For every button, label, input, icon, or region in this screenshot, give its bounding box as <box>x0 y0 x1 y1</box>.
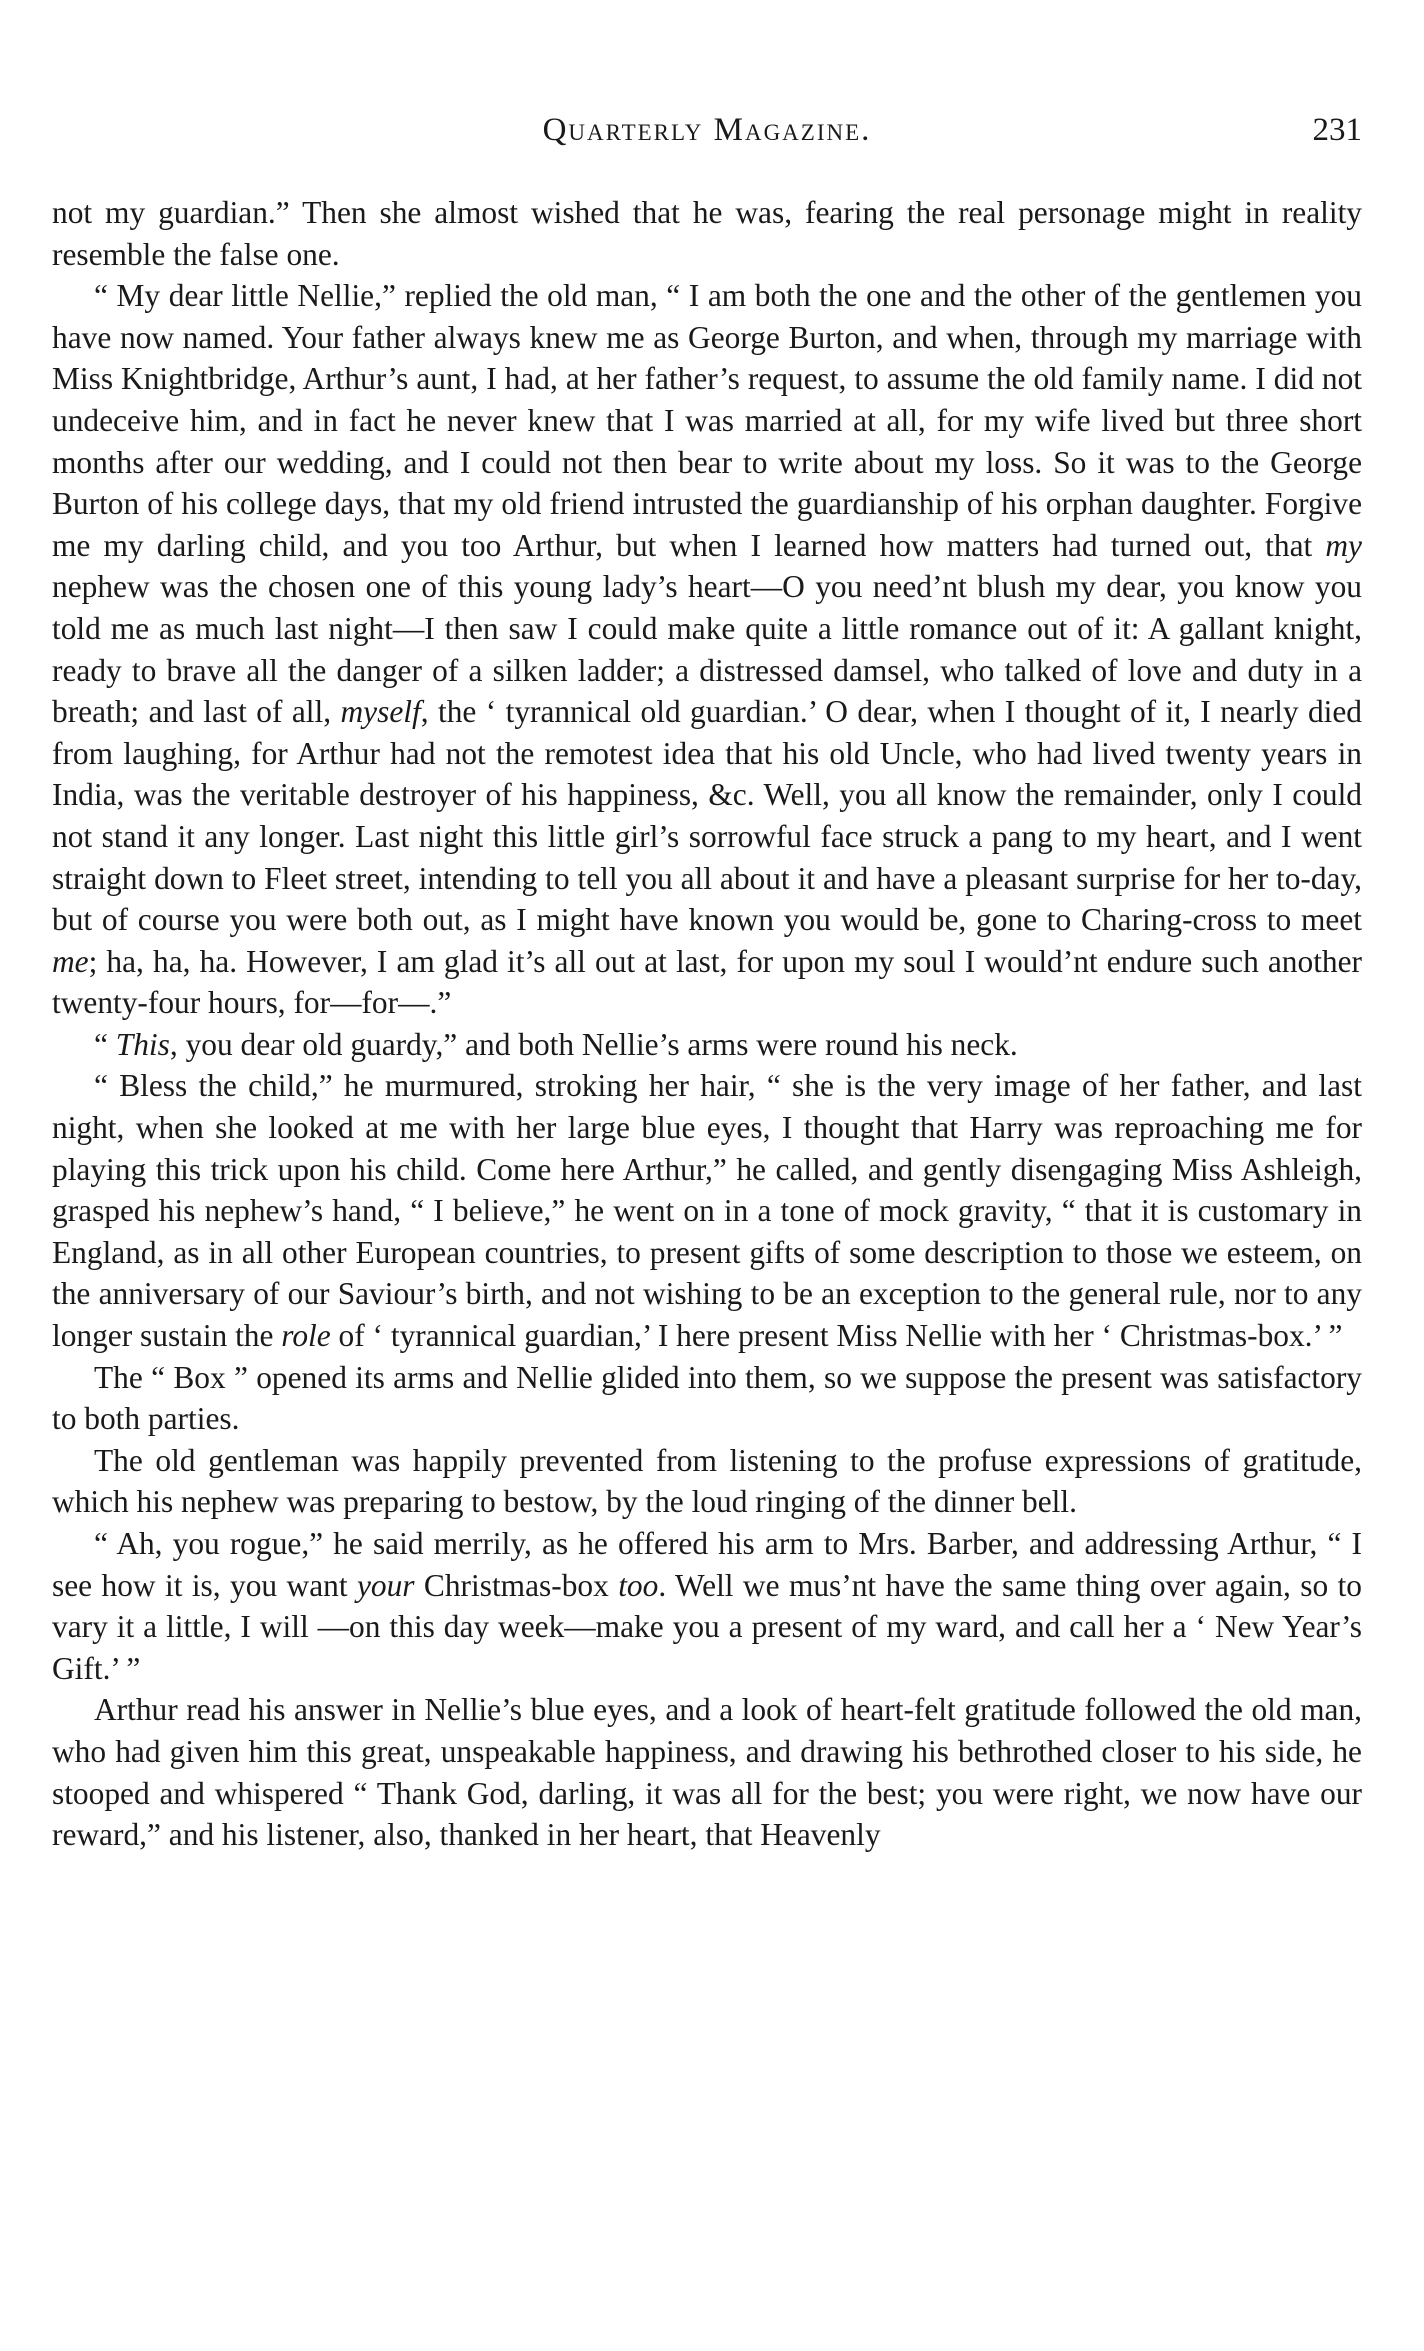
text-run: “ Ah, you rogue,” he said merrily, as he offered his arm to Mrs. Barber, and addressing Arthur, “ I see how it is, you want <box>52 1526 1362 1603</box>
paragraph <box>52 192 1362 275</box>
text-run: not my guardian.” Then she almost wished that he was, fearing the real personage might in reality resemble the false one. <box>52 195 1362 272</box>
italic-text: too <box>618 1567 659 1603</box>
text-run: , you dear old guardy,” and both Nellie’s arms were round his neck. <box>169 1026 1018 1062</box>
paragraph <box>52 1440 1362 1523</box>
italic-text: me <box>52 943 89 979</box>
paragraph <box>52 1065 1362 1356</box>
page-number: 231 <box>1312 112 1362 148</box>
italic-text: role <box>281 1318 331 1354</box>
text-run: of ‘ tyrannical guardian,’ I here present Miss Nellie with her ‘ Christmas-box.’ ” <box>330 1318 1343 1354</box>
text-run: Arthur read his answer in Nellie’s blue eyes, and a look of heart-felt gratitude followed the old man, who had given him this great, unspeakable happiness, and drawing his bethrothed closer to his side, he stooped and whispered “ Thank God, darling, it was all for the best; you were right, we now have our reward,” and his listener, also, thanked in her heart, that Heavenly <box>52 1692 1362 1853</box>
text-run: “ Bless the child,” he murmured, stroking her hair, “ she is the very image of her father, and last night, when she looked at me with her large blue eyes, I thought that Harry was reproaching me for playing this trick upon his child. Come here Arthur,” he called, and gently disengaging Miss Ashleigh, grasped his nephew’s hand, “ I believe,” he went on in a tone of mock gravity, “ that it is customary in England, as in all other European countries, to present gifts of some description to those we esteem, on the anniversary of our Saviour’s birth, and not wishing to be an exception to the general rule, nor to any longer sustain the <box>52 1068 1362 1354</box>
text-run: The “ Box ” opened its arms and Nellie glided into them, so we suppose the present was satisfactory to both parties. <box>52 1359 1362 1437</box>
paragraph <box>52 275 1362 1024</box>
italic-text: myself <box>340 694 421 730</box>
text-run: , the ‘ tyrannical old guardian.’ O dear, when I thought of it, I nearly died from laughing, for Arthur had not the remotest idea that his old Uncle, who had lived twenty years in India, was the veritable destroyer of his happiness, &c. Well, you all know the remainder, only I could not stand it any longer. Last night this little girl’s sorrowful face struck a pang to my heart, and I went straight down to Fleet street, intending to tell you all about it and have a pleasant surprise for her to-day, but of course you were both out, as I might have known you would be, gone to Charing-cross to meet <box>52 694 1362 938</box>
body-text <box>52 192 1362 1856</box>
paragraph <box>52 1523 1362 1689</box>
italic-text: your <box>356 1567 415 1603</box>
paragraph <box>52 1689 1362 1855</box>
paragraph <box>52 1357 1362 1440</box>
text-run: ; ha, ha, ha. However, I am glad it’s all out at last, for upon my soul I would’nt endure such another twenty-four hours, for—for—.” <box>52 943 1362 1021</box>
text-run: “ <box>94 1026 116 1062</box>
text-run: nephew was the chosen one of this young lady’s heart—O you need’nt blush my dear, you know you told me as much last night—I then saw I could make quite a little romance out of it: A gallant knight, ready to brave all the danger of a silken ladder; a distressed damsel, who talked of love and duty in a breath; and last of all, <box>52 569 1362 730</box>
running-head <box>52 108 1362 152</box>
text-run: Christmas-box <box>414 1567 619 1603</box>
text-run: The old gentleman was happily prevented from listening to the profuse expressions of gratitude, which his nephew was preparing to bestow, by the loud ringing of the dinner bell. <box>52 1442 1362 1520</box>
running-title: Quarterly Magazine. <box>542 112 872 148</box>
text-run: “ My dear little Nellie,” replied the old man, “ I am both the one and the other of the gentlemen you have now named. Your father always knew me as George Burton, and when, through my marriage with Miss Knightbridge, Arthur’s aunt, I had, at her father’s request, to assume the old family name. I did not undeceive him, and in fact he never knew that I was married at all, for my wife lived but three short months after our wedding, and I could not then bear to write about my loss. So it was to the George Burton of his college days, that my old friend intrusted the guardianship of his orphan daughter. Forgive me my darling child, and you too Arthur, but when I learned how matters had turned out, that <box>52 278 1362 563</box>
paragraph <box>52 1024 1362 1066</box>
text-run: . Well we mus’nt have the same thing over again, so to vary it a little, I will —on this day week—make you a present of my ward, and call her a ‘ New Year’s Gift.’ ” <box>52 1567 1363 1686</box>
italic-text: This <box>115 1026 170 1062</box>
italic-text: my <box>1325 527 1362 563</box>
